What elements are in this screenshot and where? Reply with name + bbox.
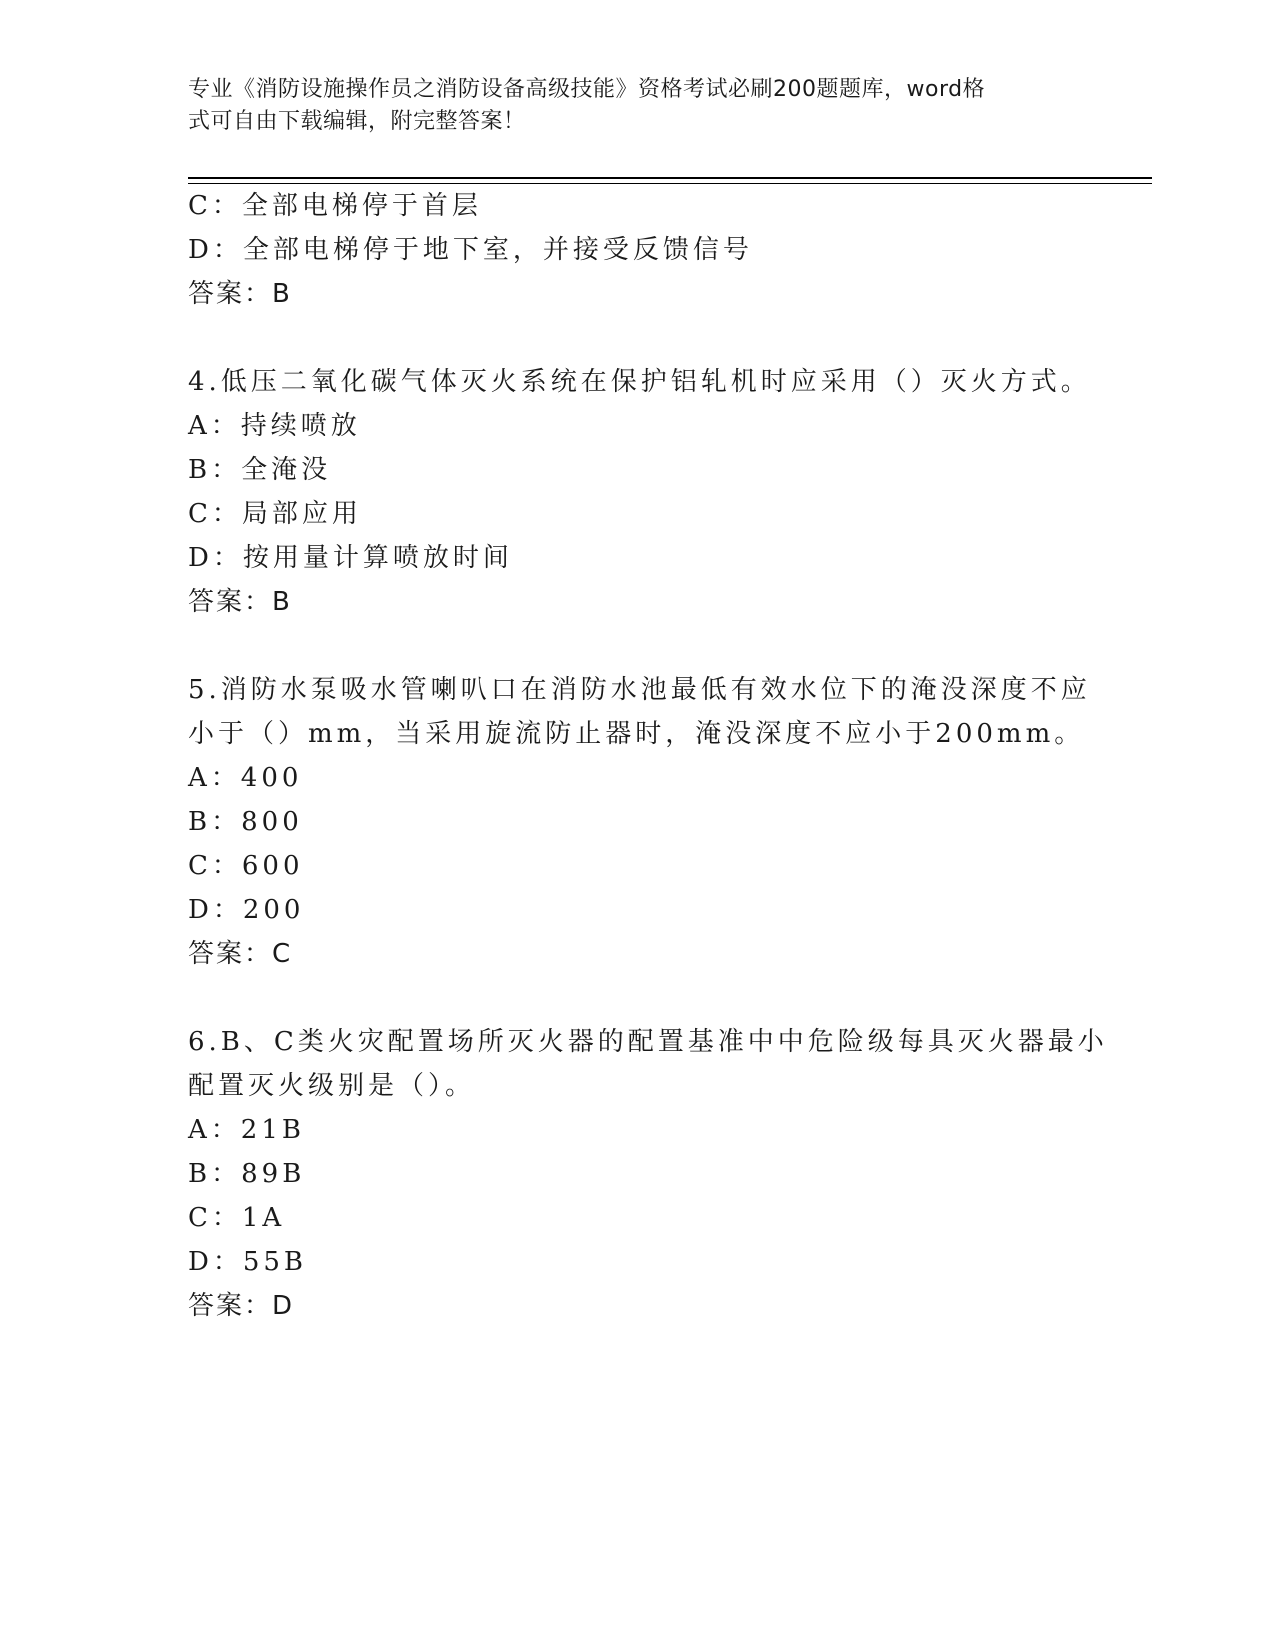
q5-option-b: B：800 bbox=[188, 807, 303, 837]
q5-question-line-1: 5.消防水泵吸水管喇叭口在消防水池最低有效水位下的淹没深度不应 bbox=[188, 675, 1091, 705]
q5-option-c: C：600 bbox=[188, 851, 304, 881]
q6-question-line-2: 配置灭火级别是（）。 bbox=[188, 1071, 476, 1101]
q4-question: 4.低压二氧化碳气体灭火系统在保护铝轧机时应采用（）灭火方式。 bbox=[188, 367, 1091, 397]
q6-question-line-1: 6.B、C类火灾配置场所灭火器的配置基准中中危险级每具灭火器最小 bbox=[188, 1027, 1108, 1057]
header-divider-thin bbox=[188, 183, 1152, 184]
q5-option-a: A：400 bbox=[188, 763, 303, 793]
q4-option-c: C：局部应用 bbox=[188, 499, 362, 529]
q6-option-d: D：55B bbox=[188, 1247, 308, 1277]
document-header bbox=[188, 74, 1068, 138]
header-line-2: 式可自由下载编辑，附完整答案！ bbox=[188, 109, 526, 134]
q4-option-a: A：持续喷放 bbox=[188, 411, 361, 441]
q4-option-d: D：按用量计算喷放时间 bbox=[188, 543, 513, 573]
q6-option-c: C：1A bbox=[188, 1203, 286, 1233]
q3-option-c: C：全部电梯停于首层 bbox=[188, 191, 482, 221]
header-line-1: 专业《消防设施操作员之消防设备高级技能》资格考试必刷200题题库，word格 bbox=[188, 77, 986, 102]
q5-answer: 答案：C bbox=[188, 939, 293, 969]
q5-question-line-2: 小于（）mm，当采用旋流防止器时，淹没深度不应小于200mm。 bbox=[188, 719, 1085, 749]
q3-answer: 答案：B bbox=[188, 279, 292, 309]
q6-answer: 答案：D bbox=[188, 1291, 295, 1321]
q5-option-d: D：200 bbox=[188, 895, 305, 925]
q4-answer: 答案：B bbox=[188, 587, 292, 617]
q6-option-a: A：21B bbox=[188, 1115, 305, 1145]
q3-option-d: D：全部电梯停于地下室，并接受反馈信号 bbox=[188, 235, 753, 265]
q4-option-b: B：全淹没 bbox=[188, 455, 332, 485]
header-divider-thick bbox=[188, 177, 1152, 179]
q6-option-b: B：89B bbox=[188, 1159, 306, 1189]
